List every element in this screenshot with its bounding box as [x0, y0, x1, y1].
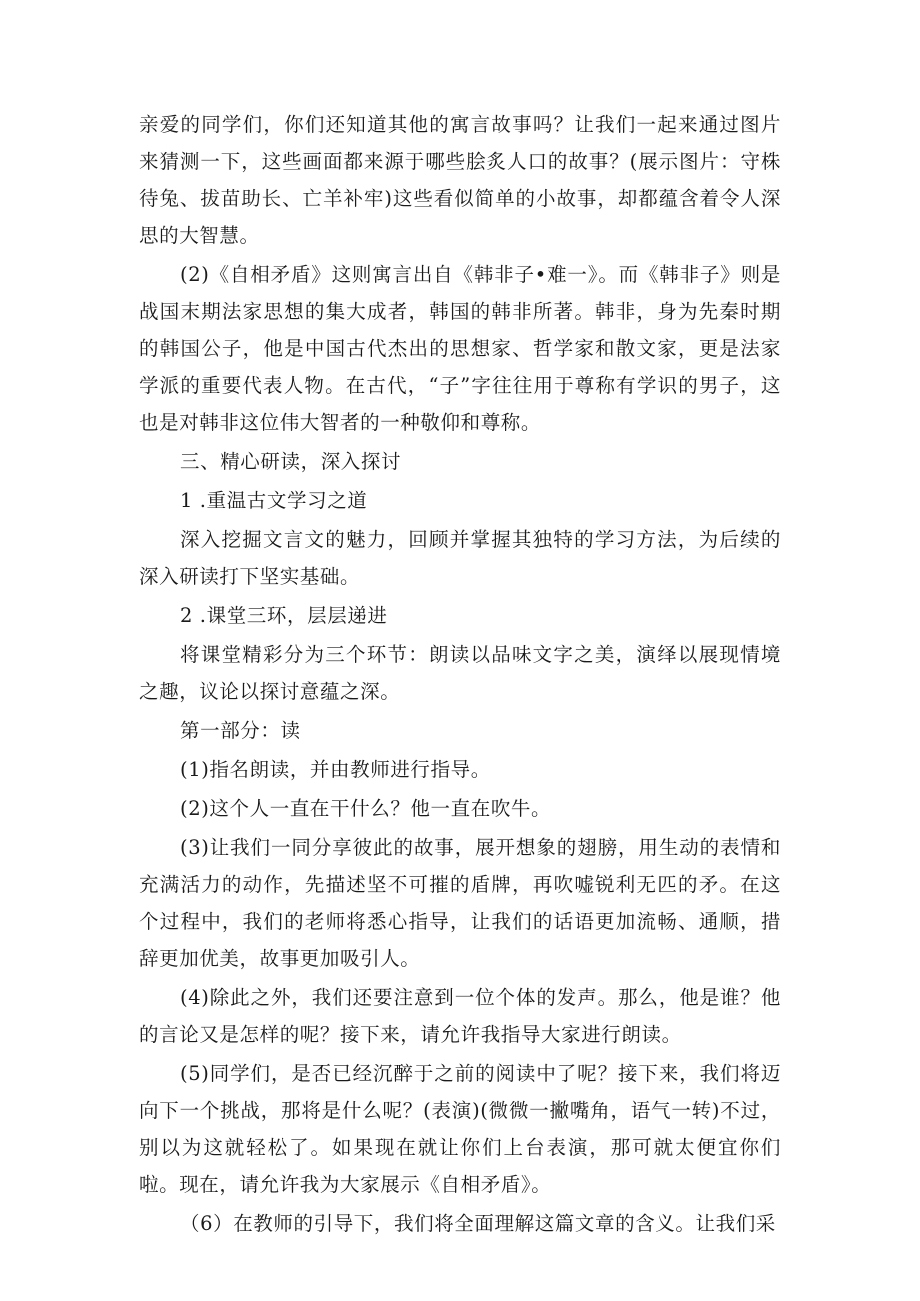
step-4: (4)除此之外，我们还要注意到一位个体的发声。那么，他是谁？他的言论又是怎样的呢？接下来，请允许我指导大家进行朗读。 [139, 986, 781, 1046]
subsection-1-paragraph: 深入挖掘文言文的魅力，回顾并掌握其独特的学习方法，为后续的深入研读打下坚实基础。 [139, 528, 781, 588]
subsection-2-paragraph: 将课堂精彩分为三个环节：朗读以品味文字之美，演绎以展现情境之趣，议论以探讨意蕴之深。 [139, 643, 781, 703]
intro-paragraph: 亲爱的同学们，你们还知道其他的寓言故事吗？让我们一起来通过图片来猜测一下，这些画面都来源于哪些脍炙人口的故事？(展示图片：守株待兔、拔苗助长、亡羊补牢)这些看似简单的小故事，却都蕴含着令人深思的大智慧。 [139, 113, 781, 247]
step-6: （6）在教师的引导下，我们将全面理解这篇文章的含义。让我们采 [180, 1212, 776, 1235]
subsection-2-heading: 2 .课堂三环，层层递进 [180, 604, 388, 627]
subsection-1-heading: 1 .重温古文学习之道 [180, 489, 368, 512]
document-page [139, 106, 781, 1242]
step-3: (3)让我们一同分享彼此的故事，展开想象的翅膀，用生动的表情和充满活力的动作，先描述坚不可摧的盾牌，再吹嘘锐利无匹的矛。在这个过程中，我们的老师将悉心指导，让我们的话语更加流畅、通顺，措辞更加优美，故事更加吸引人。 [139, 836, 781, 970]
step-5: (5)同学们，是否已经沉醉于之前的阅读中了呢？接下来，我们将迈向下一个挑战，那将是什么呢？(表演)(微微一撇嘴角，语气一转)不过，别以为这就轻松了。如果现在就让你们上台表演，那可就太便宜你们啦。现在，请允许我为大家展示《自相矛盾》。 [139, 1062, 781, 1196]
step-1: (1)指名朗读，并由教师进行指导。 [180, 758, 491, 781]
step-2: (2)这个人一直在干什么？他一直在吹牛。 [180, 797, 552, 820]
part-1-heading: 第一部分：读 [180, 719, 301, 742]
section-3-heading: 三、精心研读，深入探讨 [180, 450, 402, 473]
item-2-paragraph: (2)《自相矛盾》这则寓言出自《韩非子•难一》。而《韩非子》则是战国末期法家思想的集大成者，韩国的韩非所著。韩非，身为先秦时期的韩国公子，他是中国古代杰出的思想家、哲学家和散文家，更是法家学派的重要代表人物。在古代，“子”字往往用于尊称有学识的男子，这也是对韩非这位伟大智者的一种敬仰和尊称。 [139, 263, 781, 434]
